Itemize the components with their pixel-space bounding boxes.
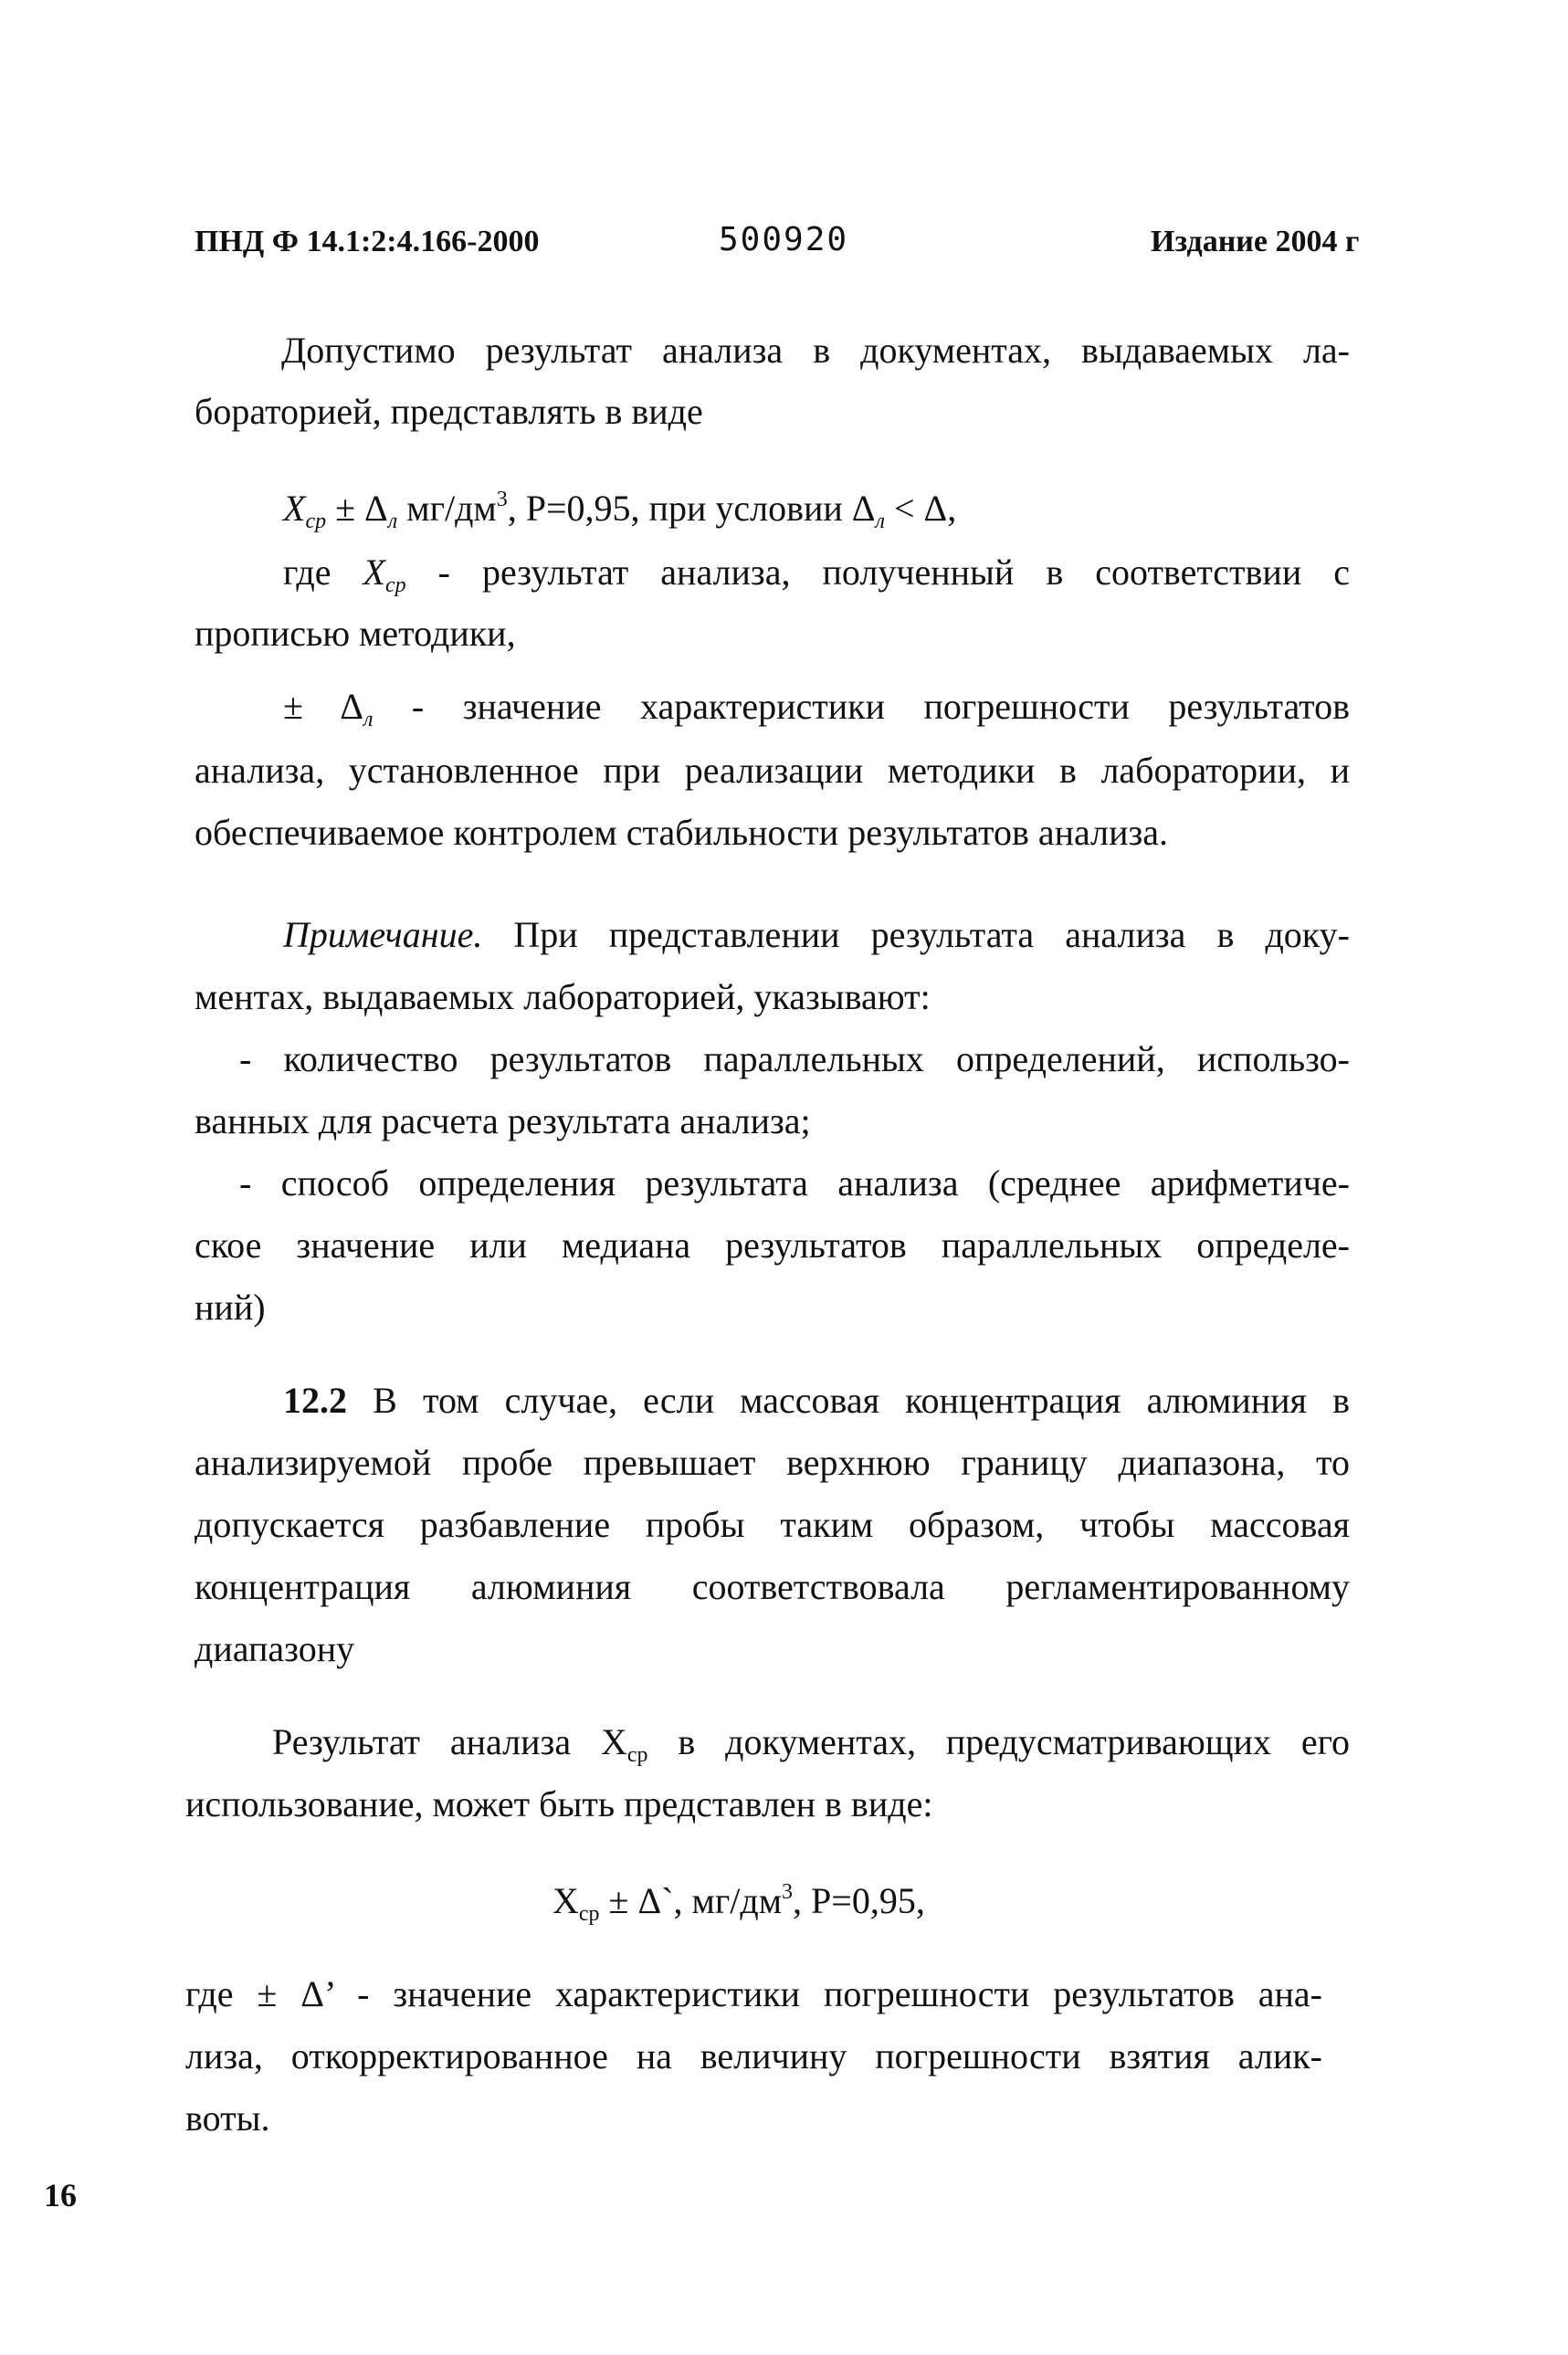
section-12-2-line-5: диапазону — [195, 1628, 355, 1669]
note-label: Примечание. — [283, 914, 483, 955]
paragraph-1-line-2: бораторией, представлять в виде — [195, 391, 703, 432]
where-xcp-line-2: прописью методики, — [195, 613, 516, 654]
page-number: 16 — [44, 2177, 77, 2213]
note-item-1-line-1: - количество результатов параллельных определений, использо- — [239, 1038, 1350, 1079]
delta-desc-line-1: ± $\Delta_л$ - значение характеристики погрешности результатов — [283, 686, 1351, 731]
doc-number: 500920 — [719, 221, 849, 258]
note-item-2-line-1: - способ определения результата анализа (среднее арифметиче- — [239, 1162, 1350, 1204]
final-line-1: где ± Δ’ - значение характеристики погрешности результатов ана- — [185, 1973, 1322, 2014]
formula-1: $X_{ср} \pm \Delta_л$ $мг/дм^3$, P=0,95, при условии $\Delta_л < \Delta$, — [283, 488, 957, 533]
section-number: 12.2 — [283, 1380, 347, 1421]
section-12-2-line-3: допускается разбавление пробы таким образом, чтобы массовая — [195, 1504, 1350, 1545]
delta-desc-line-2: анализа, установленное при реализации методики в лаборатории, и — [195, 750, 1350, 791]
result-line-1: Результат анализа $X_{ср}$ в документах, предусматривающих его — [272, 1721, 1351, 1767]
result-line-2: использование, может быть представлен в виде: — [185, 1783, 933, 1824]
note-item-2-line-3: ний) — [195, 1287, 266, 1328]
formula-2: $X_{ср}$ ± Δ`, $мг/дм^3$, P=0,95, — [552, 1880, 925, 1926]
note-line-1: Примечание. При представлении результата анализа в доку- — [283, 914, 1350, 955]
final-line-2: лиза, откорректированное на величину погрешности взятия алик- — [185, 2035, 1322, 2076]
note-line-2: ментах, выдаваемых лабораторией, указывают: — [195, 976, 931, 1017]
delta-desc-line-3: обеспечиваемое контролем стабильности результатов анализа. — [195, 812, 1169, 853]
final-line-3: воты. — [185, 2097, 270, 2139]
section-12-2-line-2: анализируемой пробе превышает верхнюю границу диапазона, то — [195, 1442, 1350, 1483]
doc-code: ПНД Ф 14.1:2:4.166-2000 — [195, 225, 540, 258]
section-12-2-line-1: 12.2 В том случае, если массовая концентрация алюминия в — [283, 1380, 1350, 1421]
edition: Издание 2004 г — [1151, 225, 1360, 258]
paragraph-1-line-1: Допустимо результат анализа в документах, выдаваемых ла- — [281, 330, 1350, 371]
note-item-2-line-2: ское значение или медиана результатов параллельных определе- — [195, 1225, 1350, 1266]
note-item-1-line-2: ванных для расчета результата анализа; — [195, 1100, 811, 1141]
where-xcp-line-1: где $X_{ср}$ - результат анализа, полученный в соответствии с — [283, 552, 1350, 597]
section-12-2-line-4: концентрация алюминия соответствовала регламентированному — [195, 1566, 1350, 1607]
